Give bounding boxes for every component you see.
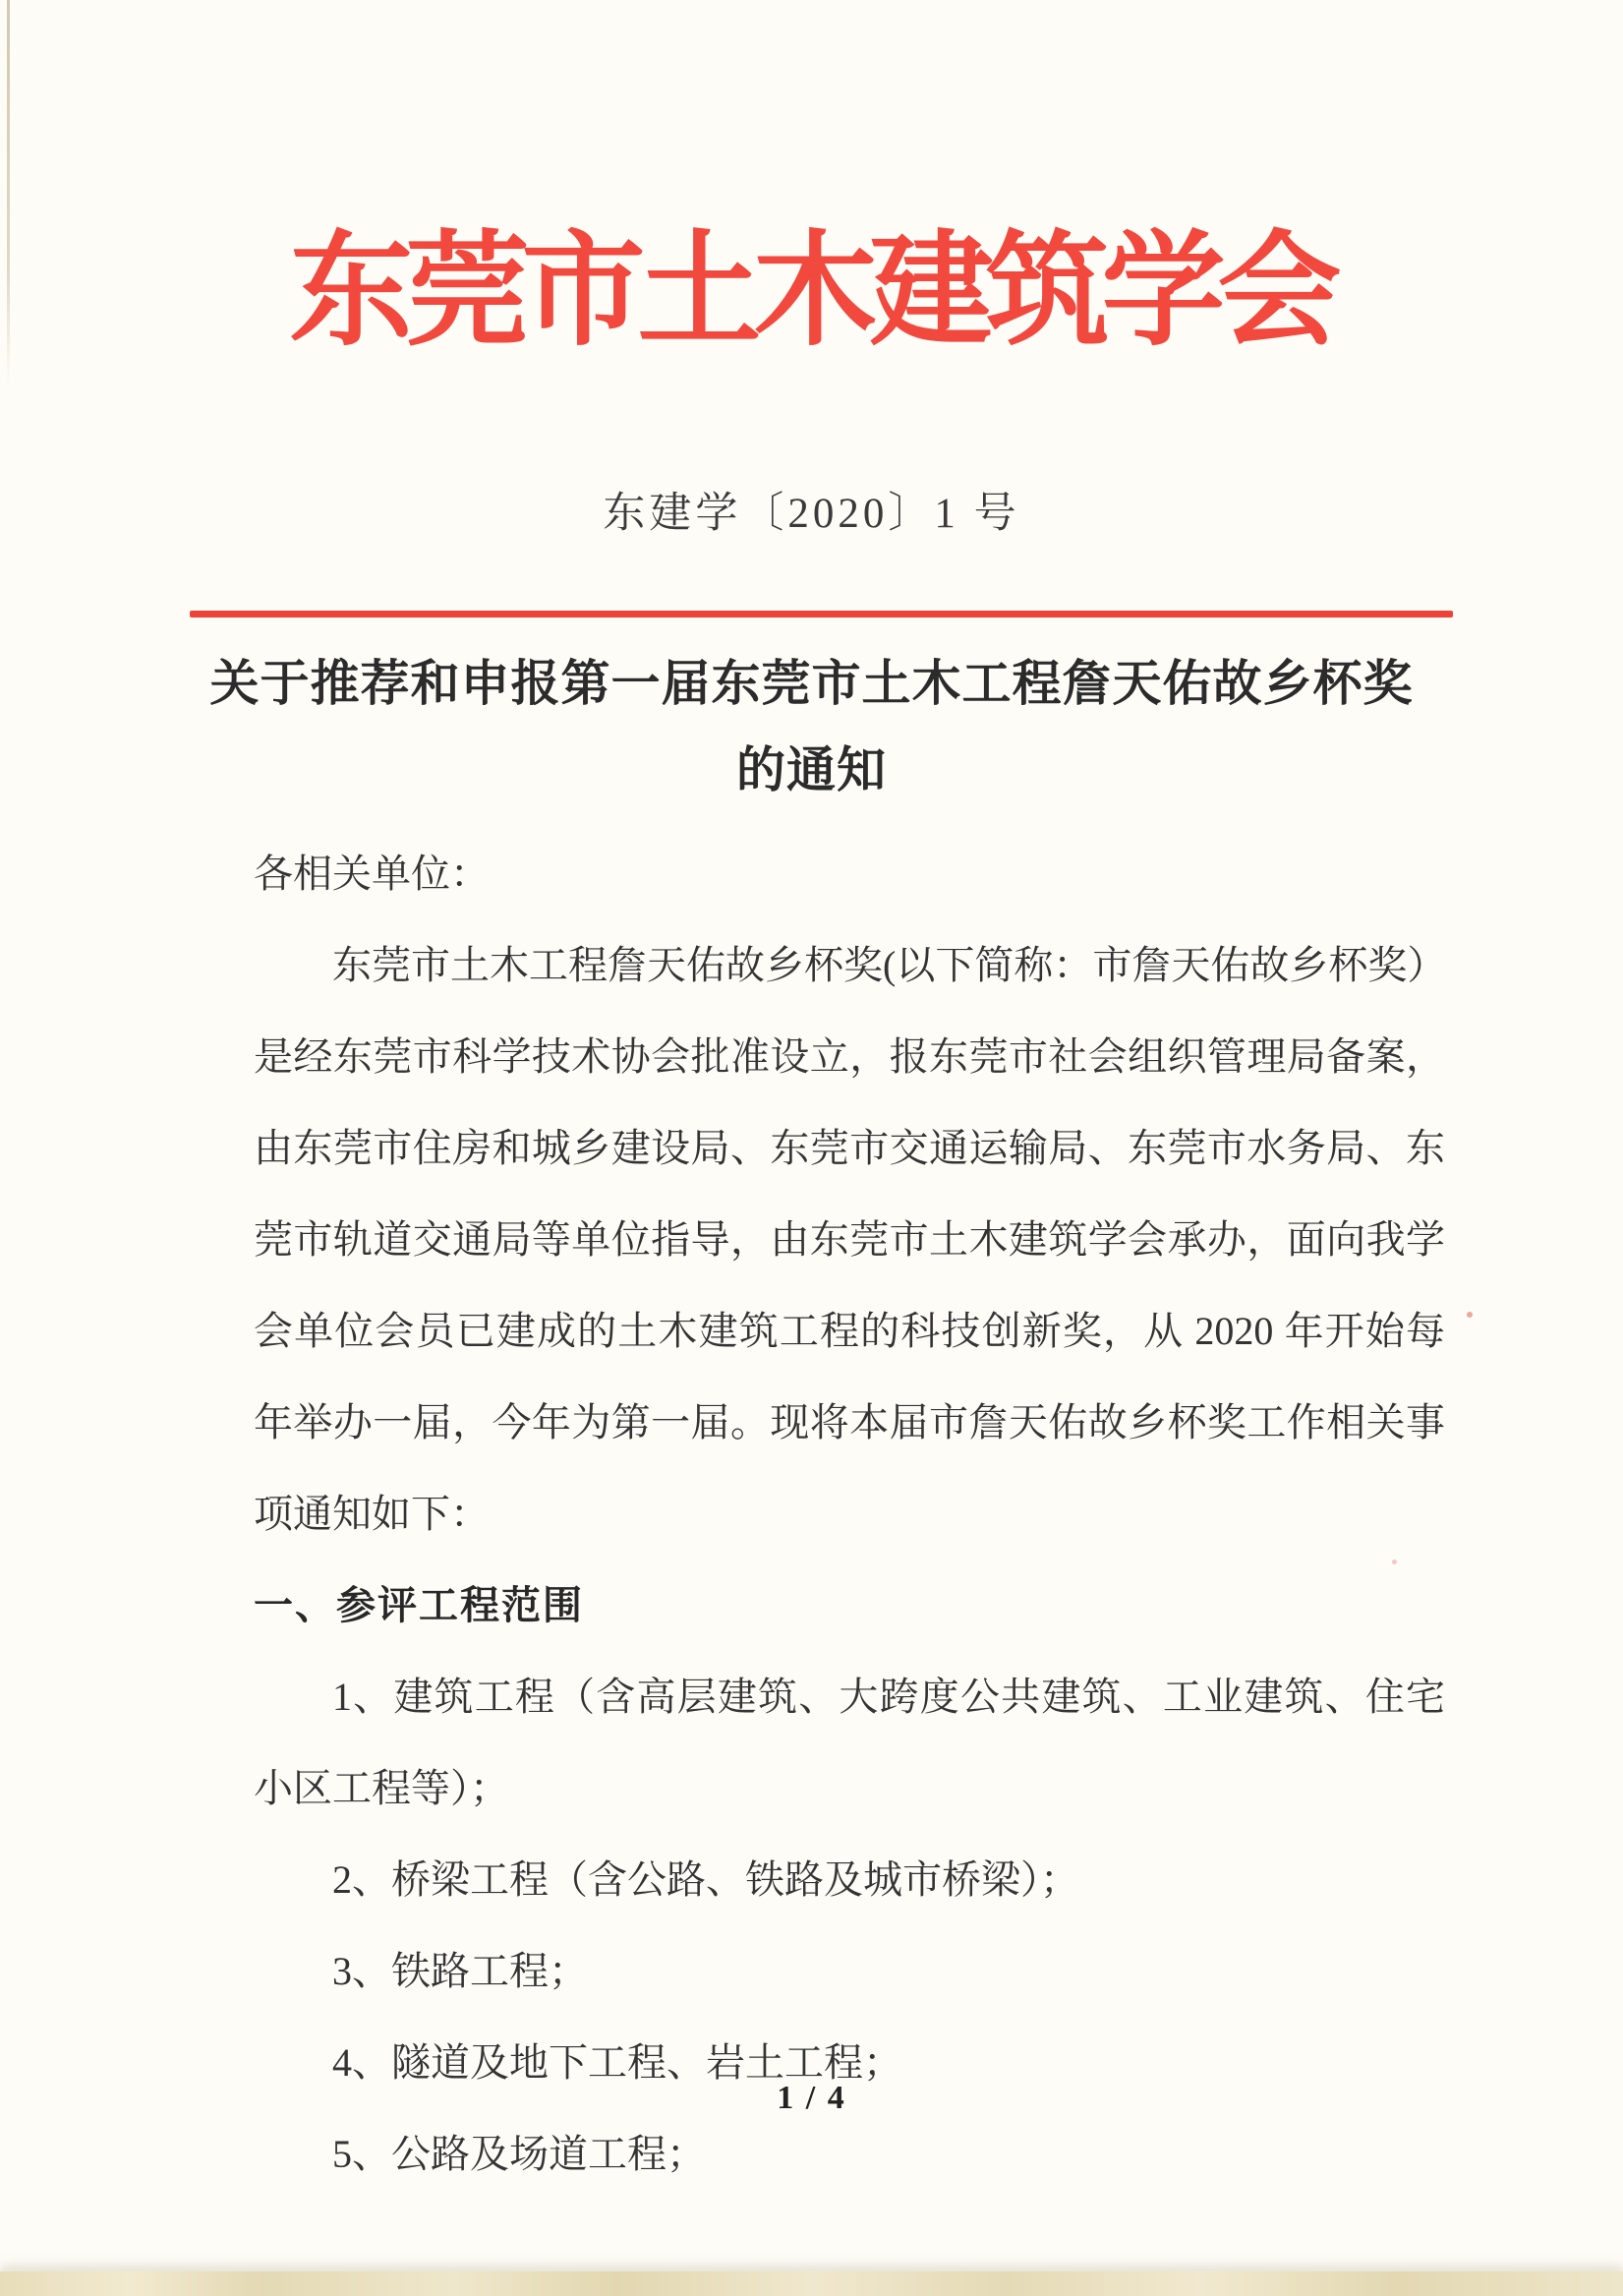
page-number: 1 / 4 xyxy=(777,2080,846,2116)
salutation: 各相关单位： xyxy=(254,852,490,896)
list-item-4: 4、隧道及地下工程、岩土工程； xyxy=(332,2040,902,2085)
paragraph-line-6: 年举办一届，今年为第一届。现将本届市詹天佑故乡杯奖工作相关事 xyxy=(254,1400,1445,1444)
list-item-5: 5、公路及场道工程； xyxy=(332,2132,706,2176)
scan-bottom-edge xyxy=(0,2271,1623,2296)
body-text xyxy=(254,828,1445,2200)
scan-speck xyxy=(1392,1560,1397,1564)
paragraph-line-3: 由东莞市住房和城乡建设局、东莞市交通运输局、东莞市水务局、东 xyxy=(254,1126,1445,1170)
letterhead-org-name: 东莞市土木建筑学会 xyxy=(289,224,1334,361)
paragraph-line-2: 是经东莞市科学技术协会批准设立，报东莞市社会组织管理局备案， xyxy=(254,1034,1445,1079)
list-item-1-line-1: 1、建筑工程（含高层建筑、大跨度公共建筑、工业建筑、住宅 xyxy=(332,1675,1445,1719)
notice-title-line1: 关于推荐和申报第一届东莞市土木工程詹天佑故乡杯奖 xyxy=(209,656,1414,711)
notice-title-line2: 的通知 xyxy=(736,742,887,797)
section-heading: 一、参评工程范围 xyxy=(254,1583,584,1627)
paragraph-line-7: 项通知如下： xyxy=(254,1492,490,1536)
paragraph-line-4: 莞市轨道交通局等单位指导，由东莞市土木建筑学会承办，面向我学 xyxy=(254,1217,1445,1262)
paragraph-line-5: 会单位会员已建成的土木建筑工程的科技创新奖，从 2020 年开始每 xyxy=(254,1309,1445,1353)
list-item-1-line-2: 小区工程等）； xyxy=(254,1766,509,1810)
paragraph-line-1: 东莞市土木工程詹天佑故乡杯奖(以下简称：市詹天佑故乡杯奖） xyxy=(332,943,1447,987)
list-item-2: 2、桥梁工程（含公路、铁路及城市桥梁）； xyxy=(332,1857,1079,1902)
list-item-3: 3、铁路工程； xyxy=(332,1949,588,1993)
scan-speck xyxy=(1467,1312,1473,1318)
doc-number: 东建学〔2020〕1 号 xyxy=(603,491,1020,537)
red-divider-line xyxy=(190,611,1453,618)
